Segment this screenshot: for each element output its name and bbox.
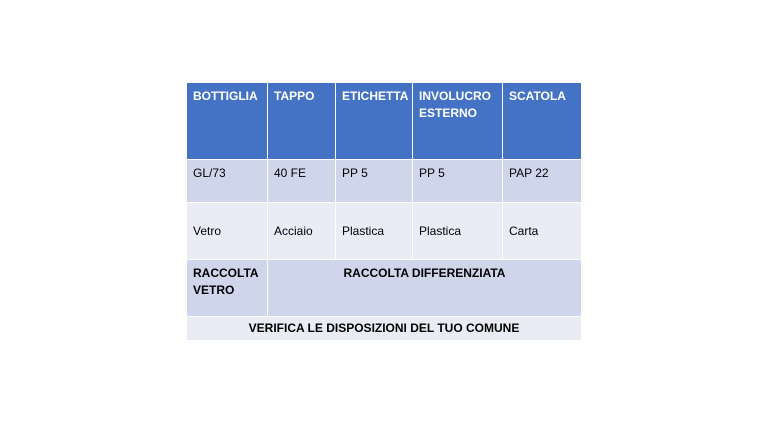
header-tappo: TAPPO (268, 83, 336, 160)
collection-glass-cell: RACCOLTA VETRO (187, 260, 268, 317)
codes-row (187, 160, 582, 203)
header-bottiglia: BOTTIGLIA (187, 83, 268, 160)
municipal-note: VERIFICA LE DISPOSIZIONI DEL TUO COMUNE (187, 317, 582, 341)
material-cell: Plastica (413, 203, 503, 260)
materials-row (187, 203, 582, 260)
header-row (187, 83, 582, 160)
material-cell: Acciaio (268, 203, 336, 260)
header-etichetta: ETICHETTA (336, 83, 413, 160)
code-cell: 40 FE (268, 160, 336, 203)
material-cell: Vetro (187, 203, 268, 260)
note-row (187, 317, 582, 341)
header-involucro-esterno: INVOLUCRO ESTERNO (413, 83, 503, 160)
collection-sorted-cell: RACCOLTA DIFFERENZIATA (268, 260, 582, 317)
code-cell: PAP 22 (503, 160, 582, 203)
header-scatola: SCATOLA (503, 83, 582, 160)
material-cell: Plastica (336, 203, 413, 260)
code-cell: GL/73 (187, 160, 268, 203)
recycling-table (186, 82, 582, 341)
material-cell: Carta (503, 203, 582, 260)
code-cell: PP 5 (336, 160, 413, 203)
code-cell: PP 5 (413, 160, 503, 203)
collection-row (187, 260, 582, 317)
